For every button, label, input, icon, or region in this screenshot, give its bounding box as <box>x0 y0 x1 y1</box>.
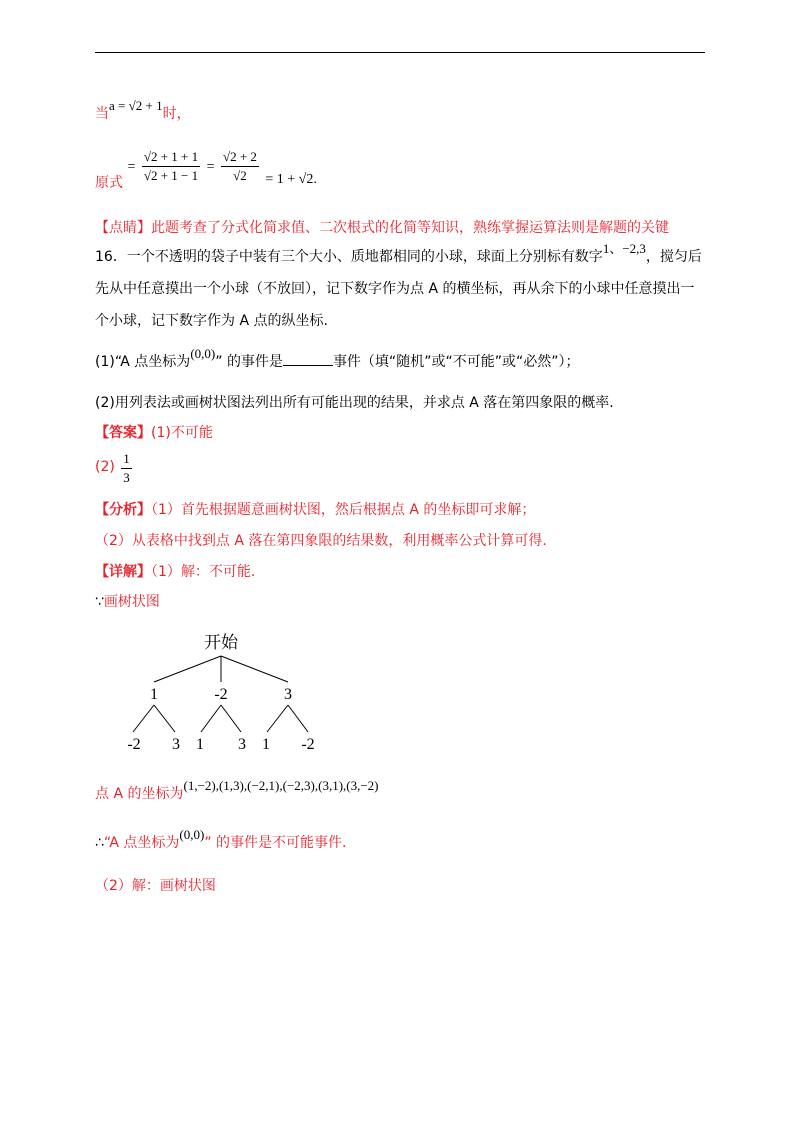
answer-2-numerator: 1 <box>121 450 132 469</box>
dianjing-line <box>95 218 669 238</box>
tree-node-l2-2: 3 <box>172 736 180 753</box>
conclusion-text-a: “A 点坐标为 <box>103 835 180 851</box>
header-rule <box>95 52 705 53</box>
therefore-symbol: ∴ <box>95 835 104 851</box>
conclusion-line <box>95 827 347 853</box>
detail-tag: 【详解】 <box>95 564 151 580</box>
tree-diagram <box>120 622 340 762</box>
detail-line-1 <box>95 562 255 582</box>
q16-line-2: 先从中任意摸出一个小球（不放回），记下数字作为点 A 的横坐标，再从余下的小球中任意摸出一 <box>95 281 695 297</box>
condition-suffix: 时， <box>162 106 191 122</box>
detail-text-2: 画树状图 <box>103 594 160 610</box>
analysis-line-2: （2）从表格中找到点 A 落在第四象限的结果数，利用概率公式计算可得. <box>95 533 547 549</box>
q16-line-1 <box>95 241 702 267</box>
q16-text-1b: ，搅匀后 <box>645 249 702 265</box>
conclusion-text-b: ” 的事件是不可能事件. <box>204 835 347 851</box>
analysis-text-1: （1）首先根据题意画树状图，然后根据点 A 的坐标即可求解； <box>151 502 536 518</box>
answer-2-denominator: 3 <box>123 470 130 485</box>
q16-part-2: (2)用列表法或画树状图法列出所有可能出现的结果，并求点 A 落在第四象限的概率. <box>95 395 614 411</box>
q16-part-1a: (1)“A 点坐标为 <box>95 354 191 370</box>
part2-line: （2）解：画树状图 <box>95 878 216 894</box>
condition-equation: a = √2 + 1 <box>109 98 163 113</box>
fraction-2-denominator: √2 <box>233 168 247 183</box>
condition-line <box>95 98 191 124</box>
coords-line <box>95 778 379 804</box>
expression-body: = $\frac{√2 + 1 + 1}{√2 + 1 - 1}$ = $\frac{√2 + 2}{√2}$ = 1 + √2. <box>127 149 317 187</box>
q16-numbers: 1、−2,3 <box>602 241 646 256</box>
q16-part-1 <box>95 346 580 372</box>
coords-list: (1,−2),(1,3),(−2,1),(−2,3),(3,1),(3,−2) <box>183 778 379 793</box>
because-symbol: ∵ <box>95 594 104 610</box>
detail-line-2 <box>95 592 160 612</box>
q16-part-1c: 事件（填“随机”或“不可能”或“必然”）； <box>332 354 580 370</box>
condition-prefix: 当 <box>95 106 109 122</box>
analysis-tag: 【分析】 <box>95 502 151 518</box>
answer-tag: 【答案】 <box>95 425 151 441</box>
answer-line-1 <box>95 423 213 443</box>
expression-result: = 1 + √2 <box>265 171 314 187</box>
tree-node-l2-1: -2 <box>127 736 141 753</box>
answer-1: (1)不可能 <box>151 425 213 441</box>
dianjing-text: 此题考查了分式化简求值、二次根式的化简等知识，熟练掌握运算法则是解题的关键 <box>151 220 669 236</box>
coords-prefix: 点 A 的坐标为 <box>95 786 184 802</box>
answer-blank <box>283 353 333 366</box>
fraction-1-denominator: √2 + 1 − 1 <box>143 168 199 183</box>
tree-node-l1-3: 3 <box>284 686 292 703</box>
expression-line <box>95 150 317 196</box>
tree-node-l2-5: 1 <box>262 736 270 753</box>
q16-part-1b: ” 的事件是 <box>215 354 283 370</box>
conclusion-coord: (0,0) <box>179 827 205 842</box>
tree-node-l2-4: 3 <box>238 736 246 753</box>
expression-prefix: 原式 <box>95 174 123 191</box>
dianjing-tag: 【点睛】 <box>95 220 151 236</box>
tree-node-l1-1: 1 <box>150 686 158 703</box>
analysis-line-1 <box>95 500 535 520</box>
expression-end: . <box>313 171 317 187</box>
detail-text-1: （1）解：不可能. <box>151 564 256 580</box>
tree-node-l2-6: -2 <box>301 736 315 753</box>
answer-line-2 <box>95 450 134 490</box>
tree-node-l2-3: 1 <box>196 736 204 753</box>
tree-node-l1-2: -2 <box>214 686 228 703</box>
answer-2-prefix: (2) <box>95 458 115 475</box>
q16-line-3: 个小球，记下数字作为 A 点的纵坐标. <box>95 313 328 329</box>
tree-root: 开始 <box>204 633 238 653</box>
fraction-2-numerator: √2 + 2 <box>221 148 259 167</box>
q16-text-1a: 16．一个不透明的袋子中装有三个大小、质地都相同的小球，球面上分别标有数字 <box>95 249 603 265</box>
q16-part-1-coord: (0,0) <box>190 346 216 361</box>
fraction-1-numerator: √2 + 1 + 1 <box>142 148 200 167</box>
